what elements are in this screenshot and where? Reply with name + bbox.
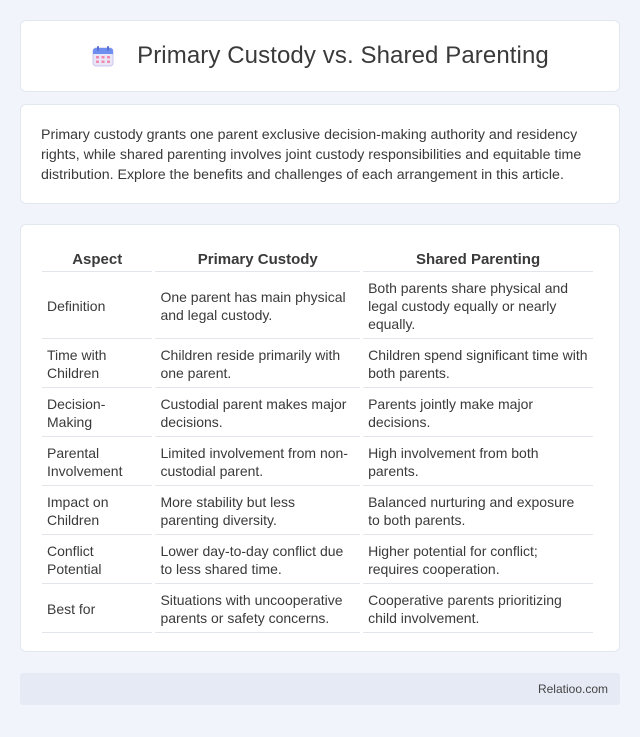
aspect-cell: Impact on Children	[42, 486, 152, 535]
table-header-row	[42, 247, 593, 272]
primary-custody-cell: Limited involvement from non-custodial parent.	[155, 437, 360, 486]
aspect-cell: Definition	[42, 272, 152, 339]
comparison-card	[20, 224, 620, 652]
table-row	[42, 388, 593, 437]
aspect-cell: Parental Involvement	[42, 437, 152, 486]
aspect-cell: Decision-Making	[42, 388, 152, 437]
aspect-cell: Conflict Potential	[42, 535, 152, 584]
intro-card	[20, 104, 620, 204]
table-row	[42, 339, 593, 388]
header-shared-parenting: Shared Parenting	[363, 247, 593, 272]
header-primary-custody: Primary Custody	[155, 247, 360, 272]
primary-custody-cell: Lower day-to-day conflict due to less shared time.	[155, 535, 360, 584]
header-aspect: Aspect	[42, 247, 152, 272]
shared-parenting-cell: Balanced nurturing and exposure to both parents.	[363, 486, 593, 535]
footer-bar	[20, 673, 620, 705]
footer-brand[interactable]: Relatioo.com	[537, 682, 608, 696]
shared-parenting-cell: High involvement from both parents.	[363, 437, 593, 486]
shared-parenting-cell: Children spend significant time with both parents.	[363, 339, 593, 388]
aspect-cell: Time with Children	[42, 339, 152, 388]
page-title: Primary Custody vs. Shared Parenting	[137, 42, 549, 69]
table-row	[42, 584, 593, 633]
title-card	[20, 20, 620, 92]
table-row	[42, 535, 593, 584]
title-wrap	[91, 42, 549, 70]
table-row	[42, 272, 593, 339]
table-row	[42, 486, 593, 535]
intro-text: Primary custody grants one parent exclusive decision-making authority and residency rights, while shared parenting involves joint custody responsibilities and equitable time distribution. Explore the benefits and challenges of each arrangement in this article.	[41, 127, 582, 183]
shared-parenting-cell: Higher potential for conflict; requires cooperation.	[363, 535, 593, 584]
comparison-table	[39, 247, 596, 633]
shared-parenting-cell: Cooperative parents prioritizing child involvement.	[363, 584, 593, 633]
primary-custody-cell: More stability but less parenting diversity.	[155, 486, 360, 535]
table-row	[42, 437, 593, 486]
aspect-cell: Best for	[42, 584, 152, 633]
shared-parenting-cell: Parents jointly make major decisions.	[363, 388, 593, 437]
primary-custody-cell: Children reside primarily with one parent.	[155, 339, 360, 388]
primary-custody-cell: One parent has main physical and legal custody.	[155, 272, 360, 339]
calendar-icon	[91, 44, 115, 68]
primary-custody-cell: Custodial parent makes major decisions.	[155, 388, 360, 437]
primary-custody-cell: Situations with uncooperative parents or safety concerns.	[155, 584, 360, 633]
shared-parenting-cell: Both parents share physical and legal custody equally or nearly equally.	[363, 272, 593, 339]
